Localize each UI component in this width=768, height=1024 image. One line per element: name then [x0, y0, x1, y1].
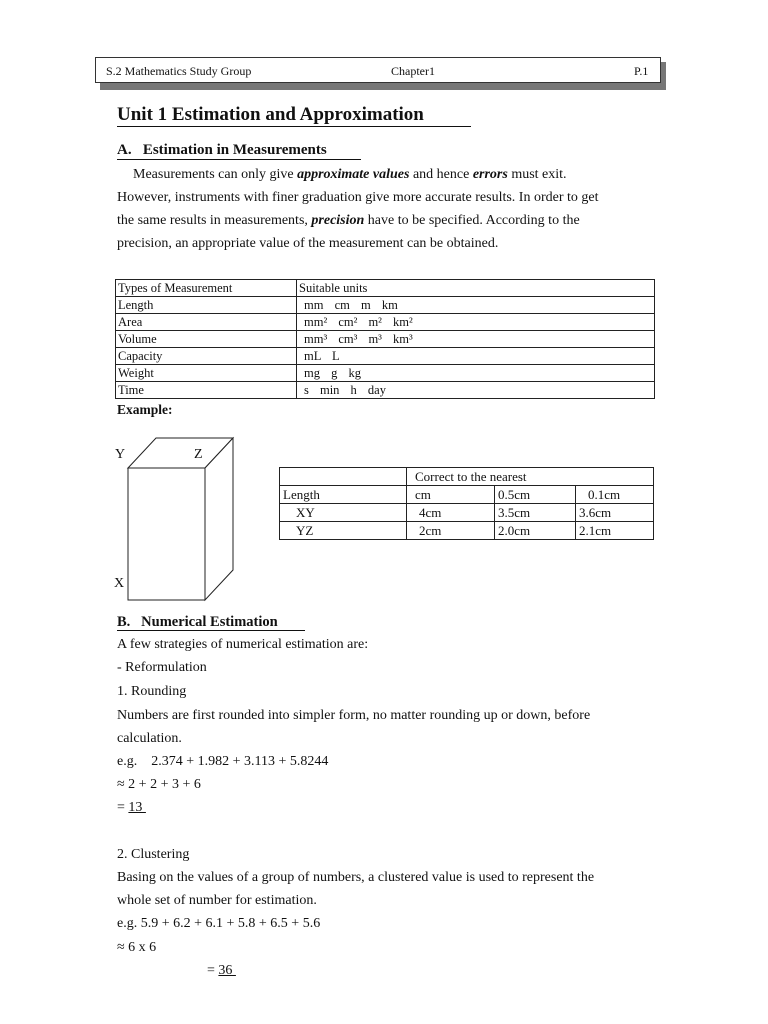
header-page-number: P.1: [634, 64, 649, 78]
table-row: [116, 348, 655, 365]
section-a-heading: A. Estimation in Measurements: [117, 142, 327, 158]
unit-cell: 0.1cm: [576, 486, 654, 504]
units-header-type: Types of Measurement: [116, 280, 297, 297]
box-diagram: [120, 432, 244, 604]
table-row: [116, 314, 655, 331]
table-row: [280, 522, 654, 540]
rounding-answer: 13: [128, 800, 146, 815]
table-row: [116, 331, 655, 348]
measure-type: Capacity: [116, 348, 297, 365]
value-cell: 2.1cm: [576, 522, 654, 540]
vertex-x-label: X: [114, 576, 125, 591]
section-a-line-3: the same results in measurements, precision have to be specified. According to the: [117, 213, 580, 228]
rounding-title: 1. Rounding: [117, 684, 187, 699]
section-b-heading: B. Numerical Estimation: [117, 614, 278, 630]
rounding-example: e.g. 2.374 + 1.982 + 3.113 + 5.8244: [117, 754, 329, 769]
section-b-underline: [117, 630, 305, 631]
measure-units: mm cm m km: [297, 297, 655, 314]
table-row: [116, 382, 655, 399]
section-a-line-1: Measurements can only give approximate values and hence errors must exit.: [133, 167, 567, 182]
strategies-intro: A few strategies of numerical estimation are:: [117, 637, 369, 652]
clustering-desc-2: whole set of number for estimation.: [117, 893, 317, 908]
accuracy-header-row: [280, 468, 654, 486]
clustering-title: 2. Clustering: [117, 847, 190, 862]
units-table: [115, 279, 655, 399]
measure-units: mm³ cm³ m³ km³: [297, 331, 655, 348]
reformulation-label: - Reformulation: [117, 660, 207, 675]
header-center: Chapter1: [391, 64, 435, 78]
title-underline: [117, 126, 471, 127]
clustering-answer: 36: [218, 963, 236, 978]
measure-type: Length: [116, 297, 297, 314]
example-label: Example:: [117, 402, 173, 417]
row-label: Length: [280, 486, 407, 504]
accuracy-header: Correct to the nearest: [407, 468, 654, 486]
table-row: [280, 504, 654, 522]
accuracy-table: [279, 467, 654, 540]
unit-cell: cm: [407, 486, 495, 504]
rounding-result: = 13: [117, 800, 146, 815]
value-cell: 3.6cm: [576, 504, 654, 522]
value-cell: 4cm: [407, 504, 495, 522]
box-front-face: [128, 468, 205, 600]
measure-units: mL L: [297, 348, 655, 365]
value-cell: 2.0cm: [495, 522, 576, 540]
measure-type: Volume: [116, 331, 297, 348]
unit-cell: 0.5cm: [495, 486, 576, 504]
vertex-z-label: Z: [194, 447, 203, 462]
measure-units: mg g kg: [297, 365, 655, 382]
measure-type: Weight: [116, 365, 297, 382]
measure-units: s min h day: [297, 382, 655, 399]
clustering-desc-1: Basing on the values of a group of numbers, a clustered value is used to represent the: [117, 870, 595, 885]
clustering-example: e.g. 5.9 + 6.2 + 6.1 + 5.8 + 6.5 + 5.6: [117, 916, 321, 931]
value-cell: 2cm: [407, 522, 495, 540]
rounding-desc-1: Numbers are first rounded into simpler form, no matter rounding up or down, before: [117, 708, 591, 723]
section-a-line-2: However, instruments with finer graduation give more accurate results. In order to get: [117, 190, 599, 205]
clustering-approx: ≈ 6 x 6: [117, 940, 157, 955]
section-a-line-4: precision, an appropriate value of the measurement can be obtained.: [117, 236, 499, 251]
units-table-header: [116, 280, 655, 297]
page-header: [95, 57, 661, 83]
measure-type: Time: [116, 382, 297, 399]
side-name: YZ: [280, 522, 407, 540]
measure-type: Area: [116, 314, 297, 331]
table-row: [116, 365, 655, 382]
unit-title: Unit 1 Estimation and Approximation: [117, 104, 424, 125]
section-a-underline: [117, 159, 361, 160]
value-cell: 3.5cm: [495, 504, 576, 522]
vertex-y-label: Y: [115, 447, 126, 462]
rounding-desc-2: calculation.: [117, 731, 182, 746]
measure-units: mm² cm² m² km²: [297, 314, 655, 331]
header-left: S.2 Mathematics Study Group: [106, 64, 252, 78]
table-row: [116, 297, 655, 314]
accuracy-units-row: [280, 486, 654, 504]
units-header-units: Suitable units: [297, 280, 655, 297]
side-name: XY: [280, 504, 407, 522]
clustering-result: = 36: [207, 963, 236, 978]
rounding-approx: ≈ 2 + 2 + 3 + 6: [117, 777, 201, 792]
